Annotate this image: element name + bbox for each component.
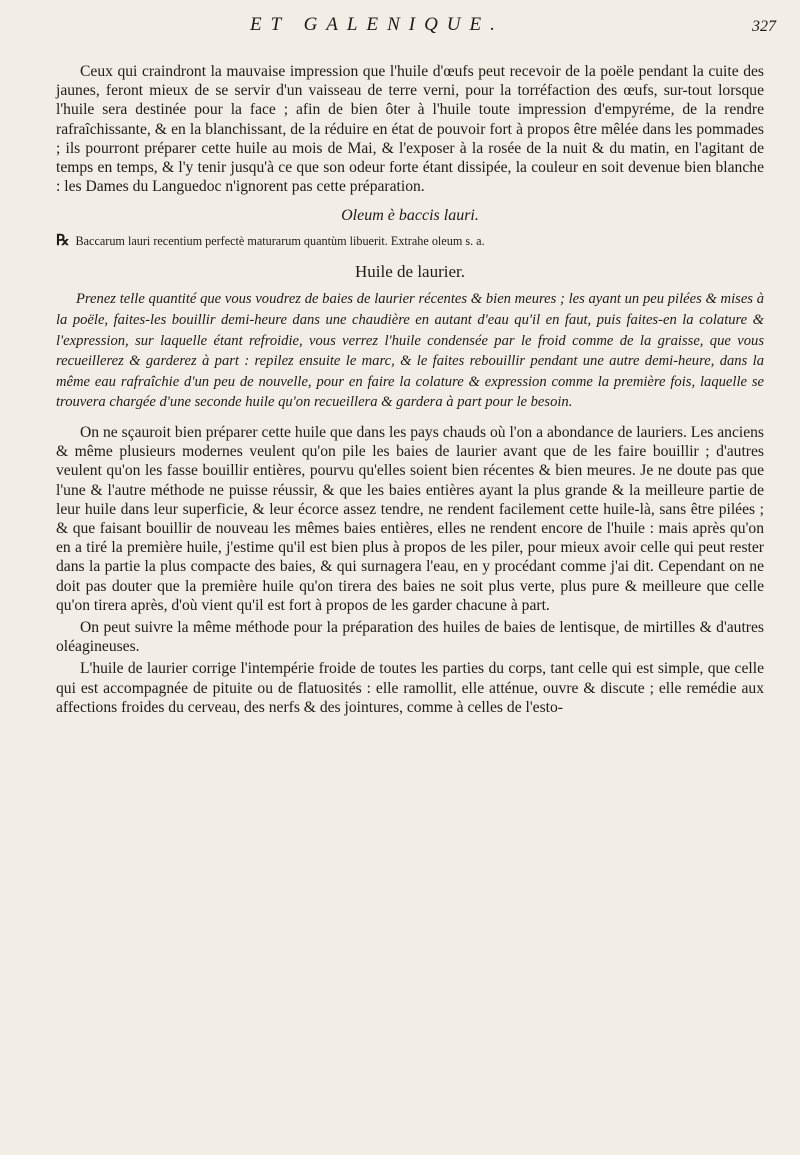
page-body [56, 62, 764, 717]
body-paragraph-3: L'huile de laurier corrige l'intempérie froide de toutes les parties du corps, tant celle qui est simple, que celle qui est accompagnée de pituite ou de flatuosités : elle ramollit, elle atténue, ouvre & discute ; elle remédie aux affections froides du cerveau, des nerfs & des jointures, comme à celles de l'esto- [56, 660, 764, 716]
recipe-symbol: ℞ [56, 233, 70, 250]
french-recipe-title: Huile de laurier. [355, 262, 465, 282]
recipe-instructions: Prenez telle quantité que vous voudrez de baies de laurier récentes & bien meures ; les ayant un peu pilées & mises à la poële, faites-les bouillir demi-heure dans une chaudière en autant d'eau qu'il en faut, puis faites-en la colature & l'expression, sur laquelle étant refroidie, vous verrez l'huile condensée par le froid comme de la graisse, que vous recueillerez & garderez à part : repilez ensuite le marc, & le faites rebouillir pendant une autre demi-heure, dans la même eau rafraîchie d'un peu de nouvelle, pour en faire la colature & expression comme la première fois, laquelle se trouvera chargée d'une seconde huile qu'on recueillera & gardera à part pour le besoin. [56, 291, 764, 411]
running-head: ET GALENIQUE. [250, 14, 504, 35]
latin-recipe-title: Oleum è baccis lauri. [341, 207, 479, 225]
body-paragraph-1: On ne sçauroit bien préparer cette huile que dans les pays chauds où l'on a abondance de lauriers. Les anciens & même plusieurs modernes veulent qu'on pile les baies de laurier avant que de les faire bouillir ; d'autres veulent qu'on les fasse bouillir entières, pourvu qu'elles soient bien récentes & bien meures. Je ne doute pas que l'une & l'autre méthode ne puisse réussir, & que les baies entières ayant la plus grande & la meilleure partie de leur huile dans leur superficie, & leur écorce assez tendre, ne rendent facilement cette huile-là, sans être pilées ; & que faisant bouillir de nouveau les mêmes baies entières, elles ne rendent encore de l'huile : mais après qu'on en a tiré la première huile, j'estime qu'il est bien plus à propos de les piler, pour mieux avoir celle qui peut rester dans la partie la plus compacte des baies, & qui surnagera l'eau, en y procédant comme j'ai dit. Cependant on ne doit pas douter que la première huile qu'on tirera des baies ne soit plus verte, plus pure & meilleure que celle qu'on tirera après, d'où vient qu'il est fort à propos de les garder chacune à part. [56, 423, 764, 614]
body-paragraph-2: On peut suivre la même méthode pour la préparation des huiles de baies de lentisque, de mirtilles & d'autres oléagineuses. [56, 619, 764, 656]
recipe-text: Baccarum lauri recentium perfectè maturarum quantùm libuerit. Extrahe oleum s. a. [75, 234, 485, 249]
intro-paragraph: Ceux qui craindront la mauvaise impression que l'huile d'œufs peut recevoir de la poële pendant la cuite des jaunes, feront mieux de se servir d'un vaisseau de terre verni, pour la torréfaction des œufs, sur-tout lorsque l'huile sera destinée pour la face ; afin de bien ôter à l'huile toute impression d'empyréme, de la rendre rafraîchissante, & en la blanchissant, de la réduire en état de pouvoir fort à propos être mêlée dans les pommades ; ils pourront préparer cette huile au mois de Mai, & l'exposer à la rosée de la nuit & du matin, en l'agitant de temps en temps, & l'y tenir jusqu'à ce que son odeur forte étant dissipée, la couleur en soit devenue bien blanche : les Dames du Languedoc n'ignorent pas cette préparation. [56, 63, 764, 196]
page-number: 327 [752, 18, 776, 35]
latin-recipe [56, 233, 764, 249]
